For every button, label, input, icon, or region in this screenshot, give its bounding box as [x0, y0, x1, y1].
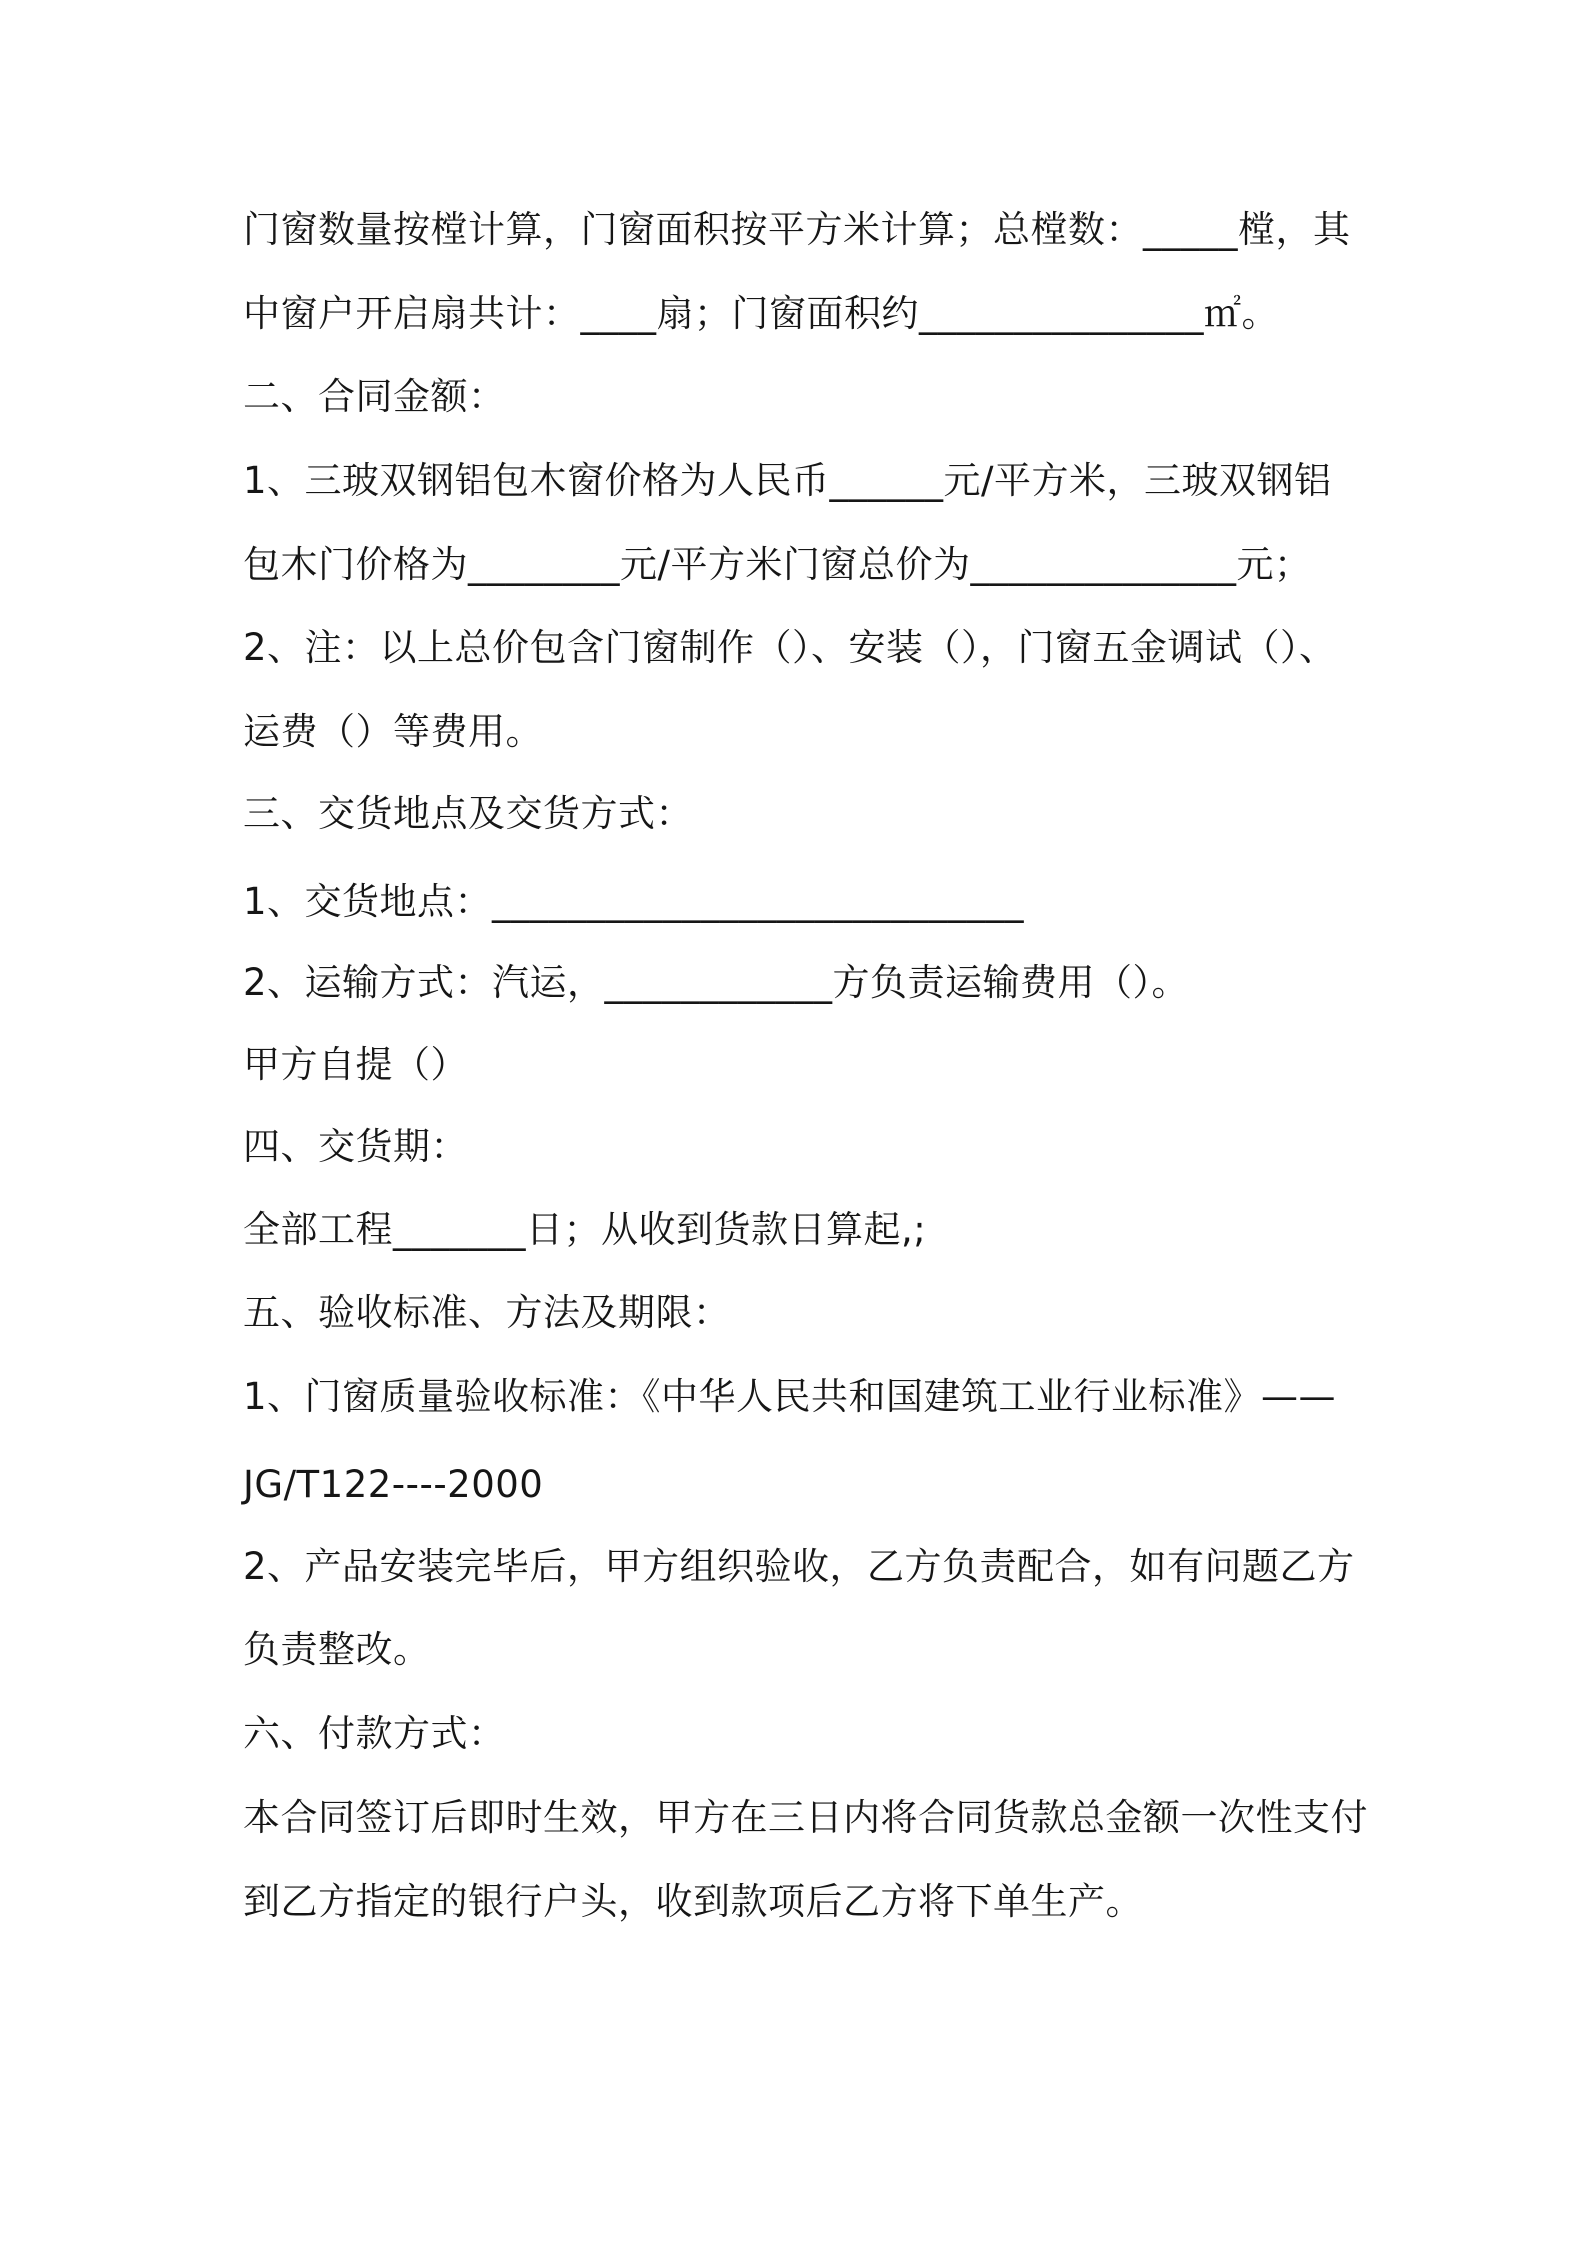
delivery-period-line: 全部工程_______日；从收到货款日算起,;	[243, 1208, 927, 1251]
rectification-line: 负责整改。	[243, 1628, 431, 1671]
payment-terms-continued-line: 到乙方指定的银行户头，收到款项后乙方将下单生产。	[243, 1880, 1143, 1923]
price-note-line: 2、注：以上总价包含门窗制作（）、安装（），门窗五金调试（）、	[243, 626, 1337, 669]
payment-terms-line: 本合同签订后即时生效，甲方在三日内将合同货款总金额一次性支付	[243, 1796, 1368, 1839]
self-pickup-line: 甲方自提（）	[243, 1043, 468, 1086]
section-heading-delivery-period: 四、交货期：	[243, 1125, 468, 1168]
price-note-continued-line: 运费（）等费用。	[243, 710, 543, 753]
transport-method-line: 2、运输方式：汽运，____________方负责运输费用（）。	[243, 961, 1190, 1004]
door-price-line: 包木门价格为________元/平方米门窗总价为______________元；	[243, 543, 1312, 586]
window-price-line: 1、三玻双钢铝包木窗价格为人民币______元/平方米，三玻双钢铝	[243, 459, 1332, 502]
section-heading-acceptance: 五、验收标准、方法及期限：	[243, 1291, 731, 1334]
quantity-area-line: 门窗数量按樘计算，门窗面积按平方米计算；总樘数：_____樘，其	[243, 208, 1351, 251]
acceptance-standard-line: 1、门窗质量验收标准：《中华人民共和国建筑工业行业标准》——	[243, 1375, 1337, 1418]
section-heading-payment: 六、付款方式：	[243, 1712, 506, 1755]
delivery-location-line: 1、交货地点：____________________________	[243, 880, 1025, 923]
standard-code-line: JG/T122----2000	[243, 1463, 544, 1506]
installation-acceptance-line: 2、产品安装完毕后，甲方组织验收，乙方负责配合，如有问题乙方	[243, 1545, 1355, 1588]
opening-sash-area-line: 中窗户开启扇共计：____扇；门窗面积约_______________㎡。	[243, 292, 1279, 335]
section-heading-contract-amount: 二、合同金额：	[243, 375, 506, 418]
section-heading-delivery: 三、交货地点及交货方式：	[243, 792, 693, 835]
